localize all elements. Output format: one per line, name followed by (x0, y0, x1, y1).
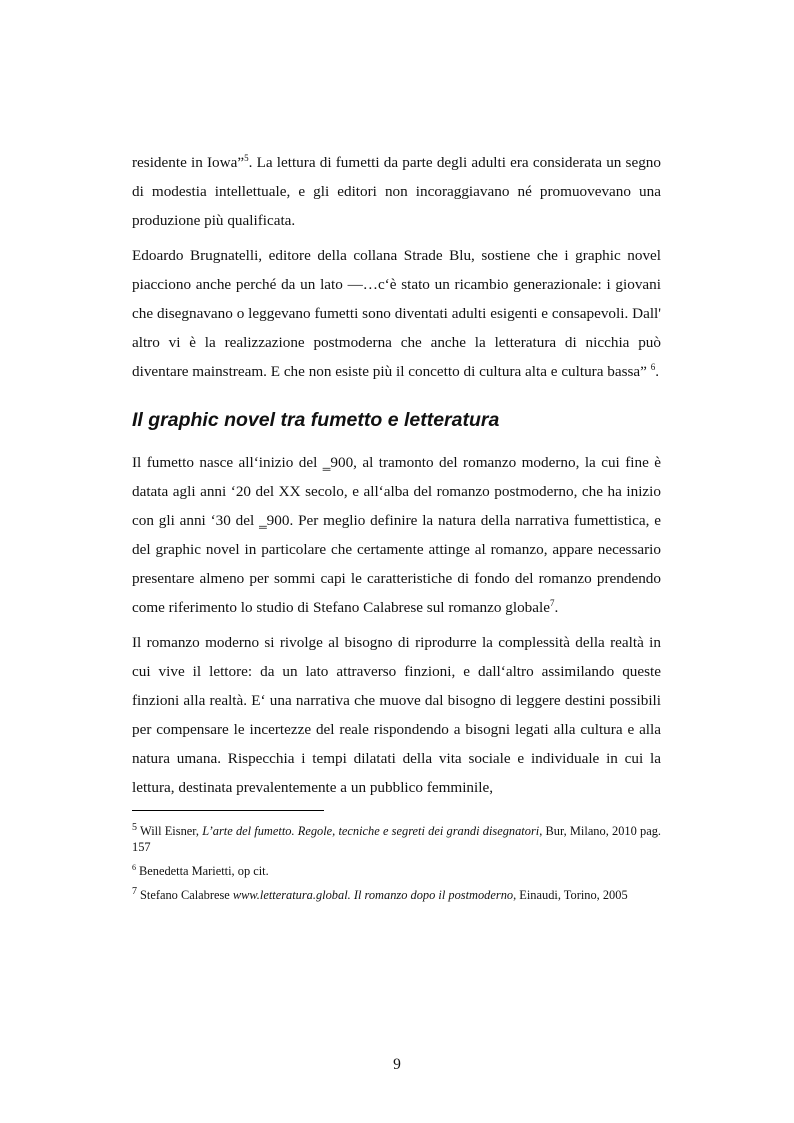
paragraph-text: . La lettura di fumetti da parte degli adulti era considerata un segno di modestia intellettuale, e gli editori non incoraggiavano né promuovevano una produzione più qualificata. (132, 154, 661, 229)
paragraph-1 (132, 148, 661, 235)
footnote-text: Will Eisner, (140, 824, 203, 838)
page-number: 9 (393, 1056, 401, 1073)
footnote-title: www.letteratura.global. Il romanzo dopo il postmoderno (232, 888, 514, 902)
paragraph-text: . (554, 599, 559, 616)
footnote-number: 7 (132, 885, 137, 897)
footnote-text: Stefano Calabrese (140, 888, 233, 902)
paragraph-text: residente in Iowa” (132, 154, 245, 171)
footnote-text: , Bur, Milano, 2010 pag. 157 (132, 824, 661, 854)
footnote-text: , Einaudi, Torino, 2005 (513, 888, 628, 902)
footnote-separator (132, 810, 324, 811)
footnote-6 (132, 863, 661, 879)
footnote-reference[interactable]: 6 (650, 361, 656, 372)
paragraph-text: Il romanzo moderno si rivolge al bisogno di riprodurre la complessità della realtà in cui vive il lettore: da un lato attraverso finzioni, e dall‘altro assimilando queste finzioni alla realtà. E‘ una narrativa che muove dal bisogno di leggere destini possibili per compensare le incertezze del reale rispondendo a bisogni legati alla cultura e alla natura umana. Rispecchia i tempi dilatati della vita sociale e individuale in cui la lettura, destinata prevalentemente a un pubblico femminile, (132, 634, 661, 796)
paragraph-text: Edoardo Brugnatelli, editore della collana Strade Blu, sostiene che i graphic novel piacciono anche perché da un lato ―…c‘è stato un ricambio generazionale: i giovani che disegnavano o leggevano fumetti sono diventati adulti esigenti e consapevoli. Dall' altro vi è la realizzazione postmoderna che anche la letteratura di nicchia può diventare mainstream. E che non esiste più il concetto di cultura alta e cultura bassa” (132, 247, 661, 380)
footnote-text: Benedetta Marietti, op cit. (139, 864, 269, 878)
footnote-7 (132, 887, 661, 903)
page-body (132, 148, 661, 911)
paragraph-2 (132, 241, 661, 386)
footnote-title: L’arte del fumetto. Regole, tecniche e segreti dei grandi disegnatori (202, 824, 540, 838)
paragraph-text: . (655, 363, 660, 380)
footnote-reference[interactable]: 5 (244, 152, 249, 163)
paragraph-text: Il fumetto nasce all‘inizio del ‗900, al tramonto del romanzo moderno, la cui fine è datata agli anni ‘20 del XX secolo, e all‘alba del romanzo postmoderno, che ha inizio con gli anni ‘30 del ‗900. Per meglio definire la natura della narrativa fumettistica, e del graphic novel in particolare che certamente attinge al romanzo, appare necessario presentare almeno per sommi capi le caratteristiche di fondo del romanzo prendendo come riferimento lo studio di Stefano Calabrese sul romanzo globale (132, 454, 661, 616)
footnote-number: 6 (132, 862, 136, 872)
paragraph-4 (132, 628, 661, 802)
footnote-reference[interactable]: 7 (549, 597, 555, 608)
footnote-5 (132, 823, 661, 855)
footnote-number: 5 (132, 821, 137, 833)
paragraph-3 (132, 448, 661, 622)
section-heading: Il graphic novel tra fumetto e letteratura (132, 409, 500, 431)
